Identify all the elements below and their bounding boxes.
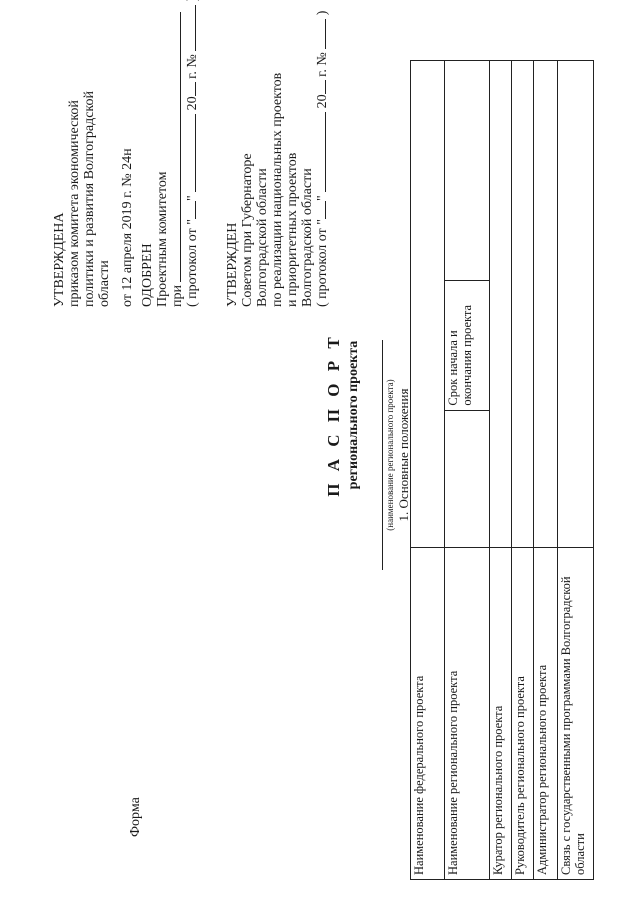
approval-order-line: приказом комитета экономической <box>67 100 82 307</box>
table-cell-label: Наименование федерального проекта <box>411 548 445 880</box>
table-cell-label: Связь с государственными программами Волгоградской области <box>558 548 594 880</box>
protocol-prefix: ( протокол от " <box>185 219 200 307</box>
protocol-day-blank <box>195 201 196 219</box>
committee-name-blank <box>180 12 181 282</box>
table-cell-value <box>512 61 534 548</box>
approval-council-line: Волгоградской области <box>255 168 270 307</box>
passport-title: П А С П О Р Т <box>324 333 343 497</box>
protocol-mid: " <box>315 195 330 202</box>
approval-council-protocol <box>315 11 330 307</box>
approval-council-line: и приоритетных проектов <box>285 152 300 307</box>
table-cell-value <box>445 410 490 548</box>
protocol-suffix: ) <box>315 10 330 16</box>
table-row <box>534 61 558 880</box>
protocol-number-blank <box>325 19 326 49</box>
passport-subtitle: регионального проекта <box>346 340 361 490</box>
passport-table <box>410 60 594 880</box>
table-row <box>512 61 534 880</box>
approval-committee-block <box>140 0 200 307</box>
protocol-number-prefix: г. № <box>185 54 200 79</box>
approval-committee-line: Проектным комитетом <box>155 171 170 307</box>
table-cell-value <box>445 61 490 281</box>
approval-order-date: от 12 апреля 2019 г. № 24н <box>120 148 135 307</box>
protocol-year: 20 <box>185 96 200 111</box>
protocol-year: 20 <box>315 94 330 109</box>
project-name-line <box>382 340 383 570</box>
approval-committee-pri: при <box>170 285 185 307</box>
protocol-month-blank <box>325 112 326 192</box>
approval-council-heading: УТВЕРЖДЕН <box>225 222 240 307</box>
table-cell-value <box>534 61 558 548</box>
form-label: Форма <box>128 797 143 837</box>
protocol-prefix: ( протокол от " <box>315 219 330 307</box>
table-cell-label: Срок начала и окончания проекта <box>445 280 490 410</box>
protocol-month-blank <box>195 114 196 192</box>
approval-committee-protocol <box>185 0 200 307</box>
protocol-year-blank <box>195 82 196 96</box>
table-row <box>490 61 512 880</box>
protocol-year-blank <box>325 80 326 94</box>
project-name-caption: (наименование регионального проекта) <box>385 379 395 531</box>
approval-council-line: Советом при Губернаторе <box>240 153 255 307</box>
table-row <box>445 61 490 880</box>
table-row <box>558 61 594 880</box>
approval-council-block <box>225 11 330 307</box>
approval-council-line: по реализации национальных проектов <box>270 72 285 307</box>
table-cell-label: Руководитель регионального проекта <box>512 548 534 880</box>
table-cell-value <box>558 61 594 548</box>
approval-council-line: Волгоградской области <box>300 168 315 307</box>
protocol-number-prefix: г. № <box>315 52 330 77</box>
protocol-number-blank <box>195 5 196 51</box>
approval-committee-heading: ОДОБРЕН <box>140 243 155 307</box>
approval-order-block <box>52 91 135 307</box>
protocol-day-blank <box>325 201 326 219</box>
table-row <box>411 61 445 880</box>
approval-committee-line <box>170 0 185 307</box>
approval-order-line: области <box>97 260 112 307</box>
approval-order-heading: УТВЕРЖДЕНА <box>52 212 67 307</box>
table-cell-value <box>490 61 512 548</box>
table-cell-value <box>411 61 445 548</box>
protocol-suffix <box>185 0 200 1</box>
table-cell-label: Куратор регионального проекта <box>490 548 512 880</box>
table-cell-label: Администратор регионального проекта <box>534 548 558 880</box>
table-cell-label: Наименование регионального проекта <box>445 548 490 880</box>
section-title: 1. Основные положения <box>396 388 411 522</box>
approval-order-line: политики и развития Волгоградской <box>82 91 97 307</box>
protocol-mid: " <box>185 195 200 202</box>
